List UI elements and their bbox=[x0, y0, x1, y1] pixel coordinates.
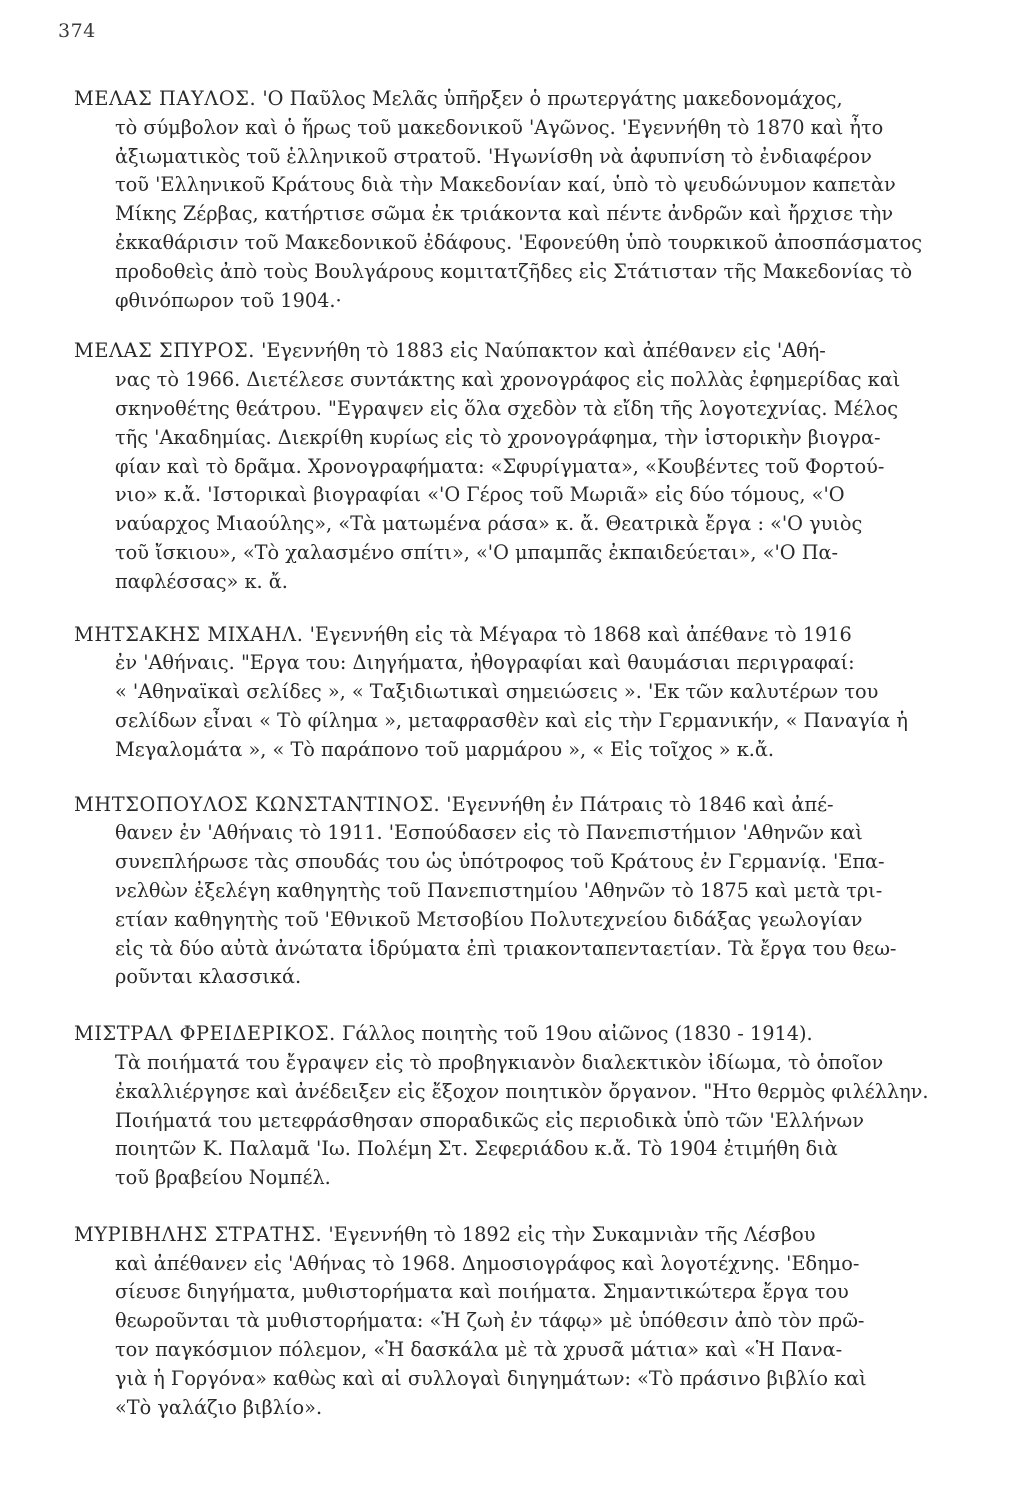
entry-line: Γάλλος ποιητὴς τοῦ 19ου αἰῶνος (1830 - 1914). bbox=[335, 1022, 813, 1046]
entry-mitsopoulos-konstantinos bbox=[74, 791, 956, 993]
entry-line: « 'Αθηναϊκαὶ σελίδες », « Ταξιδιωτικαὶ σημειώσεις ». 'Εκ τῶν καλυτέρων του bbox=[115, 680, 879, 704]
entry-line: εἰς τὰ δύο αὐτὰ ἀνώτατα ἱδρύματα ἐπὶ τριακονταπενταετίαν. Τὰ ἔργα του θεω- bbox=[115, 936, 897, 960]
entry-line: καὶ ἀπέθανεν εἰς 'Αθήνας τὸ 1968. Δημοσιογράφος καὶ λογοτέχνης. 'Εδημο- bbox=[115, 1251, 860, 1275]
entry-line: σκηνοθέτης θεάτρου. "Εγραψεν εἰς ὅλα σχεδὸν τὰ εἴδη τῆς λογοτεχνίας. Μέλος bbox=[115, 396, 898, 420]
entry-line: συνεπλήρωσε τὰς σπουδάς του ὡς ὑπότροφος τοῦ Κράτους ἐν Γερμανίᾳ. 'Επα- bbox=[115, 850, 885, 874]
entry-line: γιὰ ἡ Γοργόνα» καθὼς καὶ αἱ συλλογαὶ διηγημάτων: «Τὸ πράσινο βιβλίο καὶ bbox=[115, 1366, 867, 1390]
entry-line: σελίδων εἶναι « Τὸ φίλημα », μεταφρασθὲν καὶ εἰς τὴν Γερμανικήν, « Παναγία ἡ bbox=[115, 708, 908, 732]
entry-line: 'Ο Παῦλος Μελᾶς ὑπῆρξεν ὁ πρωτεργάτης μακεδονομάχος, bbox=[256, 87, 843, 110]
entry-line: ποιητῶν Κ. Παλαμᾶ 'Ιω. Πολέμη Στ. Σεφεριάδου κ.ἄ. Τὸ 1904 ἐτιμήθη διὰ bbox=[115, 1137, 838, 1161]
entry-line: ἐν 'Αθήναις. "Εργα του: Διηγήματα, ἠθογραφίαι καὶ θαυμάσιαι περιγραφαί: bbox=[115, 651, 855, 675]
entry-mitsakis-michail bbox=[74, 621, 956, 765]
entry-line: «Τὸ γαλάζιο βιβλίο». bbox=[115, 1395, 323, 1419]
entry-line: τὸ σύμβολον καὶ ὁ ἥρως τοῦ μακεδονικοῦ 'Αγῶνος. 'Εγεννήθη τὸ 1870 καὶ ἦτο bbox=[115, 115, 884, 139]
entry-line: φθινόπωρον τοῦ 1904.· bbox=[115, 288, 342, 312]
entry-line: Ποιήματά του μετεφράσθησαν σποραδικῶς εἰς περιοδικὰ ὑπὸ τῶν 'Ελλήνων bbox=[115, 1108, 864, 1132]
entry-line: ἀξιωματικὸς τοῦ ἑλληνικοῦ στρατοῦ. 'Ηγωνίσθη νὰ ἀφυπνίση τὸ ἐνδιαφέρον bbox=[115, 144, 872, 168]
entry-line: Μίκης Ζέρβας, κατήρτισε σῶμα ἐκ τριάκοντα καὶ πέντε ἀνδρῶν καὶ ἤρχισε τὴν bbox=[115, 202, 894, 226]
entry-myrivilis-stratis bbox=[74, 1221, 956, 1423]
entry-line: σίευσε διηγήματα, μυθιστορήματα καὶ ποιήματα. Σημαντικώτερα ἔργα του bbox=[115, 1280, 849, 1304]
entry-line: 'Εγεννήθη τὸ 1883 εἰς Ναύπακτον καὶ ἀπέθανεν εἰς 'Αθή- bbox=[254, 339, 826, 363]
entry-line: τον παγκόσμιον πόλεμον, «Ἡ δασκάλα μὲ τὰ χρυσᾶ μάτια» καὶ «Ἡ Πανα- bbox=[115, 1338, 843, 1362]
entry-heading: ΜΗΤΣΟΠΟΥΛΟΣ ΚΩΝΣΤΑΝΤΙΝΟΣ. bbox=[74, 792, 441, 816]
entry-line: τοῦ 'Ελληνικοῦ Κράτους διὰ τὴν Μακεδονίαν καί, ὑπὸ τὸ ψευδώνυμον καπετὰν bbox=[115, 173, 896, 197]
entry-heading: ΜΥΡΙΒΗΛΗΣ ΣΤΡΑΤΗΣ. bbox=[74, 1222, 323, 1246]
page-number: 374 bbox=[58, 20, 96, 42]
entry-line: τῆς 'Ακαδημίας. Διεκρίθη κυρίως εἰς τὸ χρονογράφημα, τὴν ἱστορικὴν βιογρα- bbox=[115, 425, 881, 449]
entry-heading: ΜΗΤΣΑΚΗΣ ΜΙΧΑΗΛ. bbox=[74, 622, 304, 646]
entry-line: νελθὼν ἐξελέγη καθηγητὴς τοῦ Πανεπιστημίου 'Αθηνῶν τὸ 1875 καὶ μετὰ τρι- bbox=[115, 878, 883, 902]
entry-line: θανεν ἐν 'Αθήναις τὸ 1911. 'Εσπούδασεν εἰς τὸ Πανεπιστήμιον 'Αθηνῶν καὶ bbox=[115, 821, 863, 845]
entries-list bbox=[74, 85, 956, 1422]
entry-mistral-freiderikos bbox=[74, 1020, 956, 1193]
entry-heading: ΜΙΣΤΡΑΛ ΦΡΕΙΔΕΡΙΚΟΣ. bbox=[74, 1022, 336, 1046]
entry-line: 'Εγεννήθη τὸ 1892 εἰς τὴν Συκαμνιὰν τῆς Λέσβου bbox=[322, 1222, 816, 1246]
entry-line: παφλέσσας» κ. ἄ. bbox=[115, 569, 288, 593]
entry-line: Τὰ ποιήματά του ἔγραψεν εἰς τὸ προβηγκιανὸν διαλεκτικὸν ἰδίωμα, τὸ ὁποῖον bbox=[115, 1050, 884, 1074]
entry-melas-pavlos bbox=[74, 85, 956, 315]
entry-line: τοῦ ἴσκιου», «Τὸ χαλασμένο σπίτι», «'Ο μπαμπᾶς ἐκπαιδεύεται», «'Ο Πα- bbox=[115, 540, 839, 564]
entry-line: ετίαν καθηγητὴς τοῦ 'Εθνικοῦ Μετσοβίου Πολυτεχνείου διδάξας γεωλογίαν bbox=[115, 907, 863, 931]
entry-line: τοῦ βραβείου Νομπέλ. bbox=[115, 1166, 331, 1190]
entry-line: ἐκκαθάρισιν τοῦ Μακεδονικοῦ ἐδάφους. 'Εφονεύθη ὑπὸ τουρκικοῦ ἀποσπάσματος bbox=[115, 230, 923, 254]
entry-line: φίαν καὶ τὸ δρᾶμα. Χρονογραφήματα: «Σφυρίγματα», «Κουβέντες τοῦ Φορτού- bbox=[115, 454, 885, 478]
entry-line: ναύαρχος Μιαούλης», «Τὰ ματωμένα ράσα» κ. ἄ. Θεατρικὰ ἔργα : «'Ο γυιὸς bbox=[115, 512, 863, 536]
entry-line: νας τὸ 1966. Διετέλεσε συντάκτης καὶ χρονογράφος εἰς πολλὰς ἐφημερίδας καὶ bbox=[115, 368, 901, 392]
entry-heading: ΜΕΛΑΣ ΠΑΥΛΟΣ. bbox=[74, 87, 257, 110]
entry-line: ἐκαλλιέργησε καὶ ἀνέδειξεν εἰς ἔξοχον ποιητικὸν ὄργανον. "Ητο θερμὸς φιλέλλην. bbox=[115, 1079, 929, 1103]
entry-line: νιο» κ.ἄ. 'Ιστορικαὶ βιογραφίαι «'Ο Γέρος τοῦ Μωριᾶ» εἰς δύο τόμους, «'Ο bbox=[115, 483, 845, 507]
entry-line: θεωροῦνται τὰ μυθιστορήματα: «Ἡ ζωὴ ἐν τάφῳ» μὲ ὑπόθεσιν ἀπὸ τὸν πρῶ- bbox=[115, 1309, 865, 1333]
entry-line: Μεγαλομάτα », « Τὸ παράπονο τοῦ μαρμάρου », « Εἰς τοῖχος » κ.ἄ. bbox=[115, 737, 775, 761]
entry-heading: ΜΕΛΑΣ ΣΠΥΡΟΣ. bbox=[74, 339, 255, 363]
entry-melas-spyros bbox=[74, 337, 956, 596]
entry-line: 'Εγεννήθη ἐν Πάτραις τὸ 1846 καὶ ἀπέ- bbox=[440, 792, 834, 816]
entry-line: 'Εγεννήθη εἰς τὰ Μέγαρα τὸ 1868 καὶ ἀπέθανε τὸ 1916 bbox=[303, 622, 852, 646]
entry-line: ροῦνται κλασσικά. bbox=[115, 965, 302, 989]
entry-line: προδοθεὶς ἀπὸ τοὺς Βουλγάρους κομιτατζῆδες εἰς Στάτισταν τῆς Μακεδονίας τὸ bbox=[115, 259, 913, 283]
